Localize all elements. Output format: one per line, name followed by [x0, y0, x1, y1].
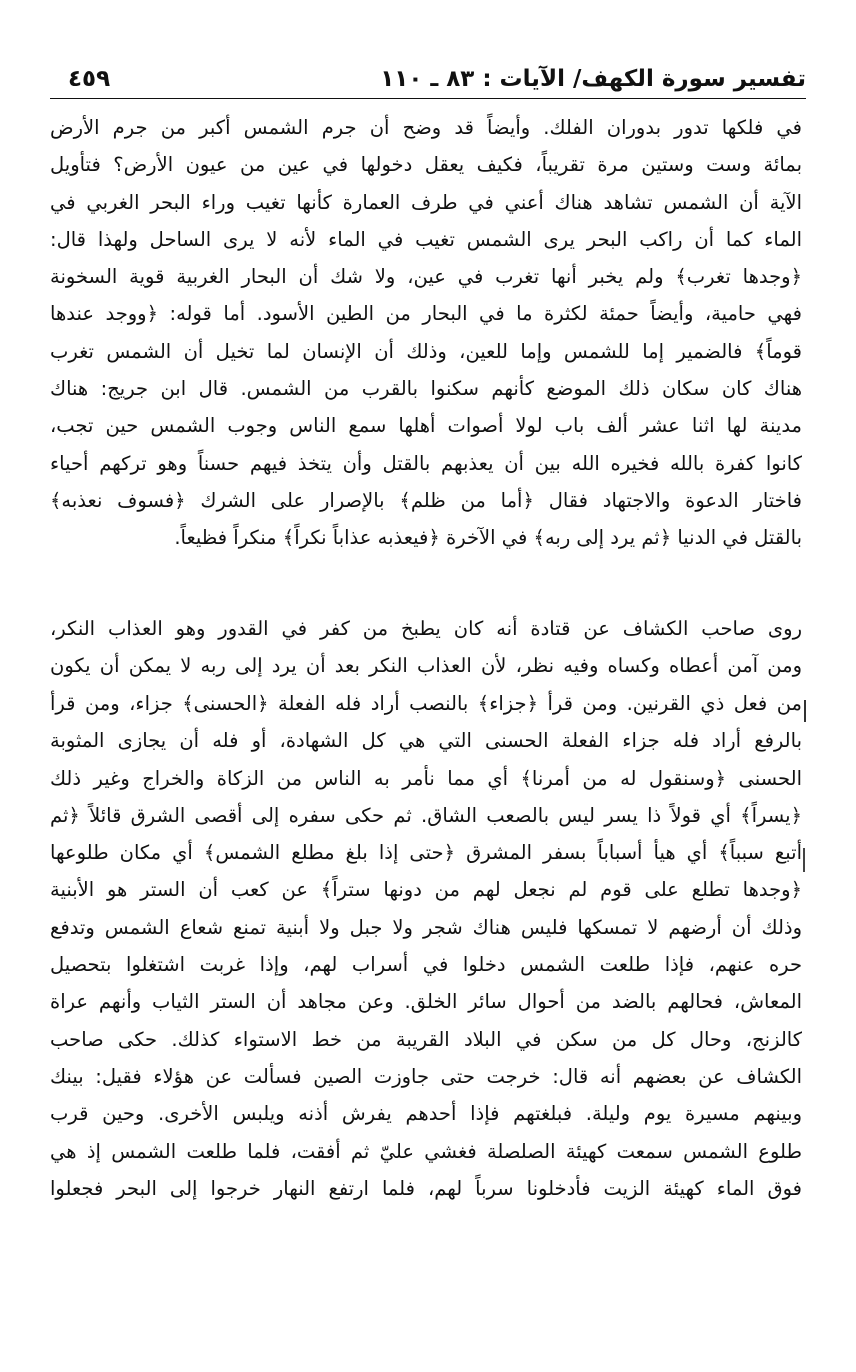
text-line: ﴿وجدها تغرب﴾ ولم يخبر أنها تغرب في عين، ولا شك أن البحار الغربية قوية السخونة	[50, 265, 802, 289]
text-line: فهي حامية، وأيضاً حمئة لكثرة ما في البحار من الطين الأسود. أما قوله: ﴿ووجد عندها	[50, 302, 802, 326]
header-rule	[50, 98, 806, 99]
text-line: ﴿وجدها تطلع على قوم لم نجعل لهم من دونها ستراً﴾ عن كعب أن الستر هو الأبنية	[50, 878, 802, 902]
margin-mark	[804, 700, 806, 722]
text-line: ومن آمن أعطاه وكساه وفيه نظر، لأن العذاب النكر بعد أن يرد إلى ربه لا يمكن أن يكون	[50, 654, 802, 678]
commentary-paragraph-2	[50, 610, 802, 685]
text-line: بمائة وست وستين مرة تقريباً، فكيف يعقل دخولها في عين من عيون الأرض؟ فتأويل	[50, 153, 802, 177]
text-line: مدينة لها اثنا عشر ألف باب لولا أصوات أهلها سمع الناس وجوب الشمس حين تجب،	[50, 414, 802, 438]
text-line: قوماً﴾ فالضمير إما للشمس وإما للعين، وذلك أن الإنسان لما تخيل أن الشمس تغرب	[50, 339, 802, 363]
text-line: الماء كما أن راكب البحر يرى الشمس تغيب في الماء لأنه لا يرى الساحل ولهذا قال:	[50, 227, 802, 251]
text-line: هناك كان سكان ذلك الموضع كأنهم سكنوا بالقرب من الشمس. قال ابن جريج: هناك	[50, 377, 802, 401]
text-line: كانوا كفرة بالله فخيره الله بين أن يعذبهم بالقتل وأن يتخذ فيهم حسناً وهو تركهم أحياء	[50, 451, 802, 475]
text-line: الحسنى ﴿وسنقول له من أمرنا﴾ أي مما نأمر به الناس من الزكاة والخراج وغير ذلك	[50, 766, 802, 790]
commentary-paragraph-1	[50, 109, 802, 557]
text-line: بالرفع أراد فله جزاء الفعلة الحسنى التي هي كل الشهادة، أو فله أن يجازى المثوبة	[50, 729, 802, 753]
text-line: وبينهم مسيرة يوم وليلة. فبلغتهم فإذا أحدهم يفرش أذنه ويلبس الأخرى. وحين قرب	[50, 1102, 802, 1126]
text-line: المعاش، فحالهم بالضد من أحوال سائر الخلق. وعن مجاهد أن الستر الثياب وأنهم عراة	[50, 990, 802, 1014]
running-head-title: تفسير سورة الكهف/ الآيات : ٨٣ ـ ١١٠	[380, 66, 806, 92]
text-line: طلوع الشمس سمعت كهيئة الصلصلة فغشي عليّ ثم أفقت، فلما طلعت الشمس إذ هي	[50, 1139, 802, 1163]
text-line: الكشاف عن بعضهم أنه قال: خرجت حتى جاوزت الصين فسألت عن هؤلاء فقيل: بينك	[50, 1064, 802, 1088]
text-line: ﴿يسراً﴾ أي قولاً ذا يسر ليس بالصعب الشاق. ثم حكى سفره إلى أقصى الشرق قائلاً ﴿ثم	[50, 803, 802, 827]
text-line: وذلك أن أرضهم لا تمسكها فليس هناك شجر ولا جبل ولا أبنية تمنع شعاع الشمس وتدفع	[50, 915, 802, 939]
text-line: فاختار الدعوة والاجتهاد فقال ﴿أما من ظلم﴾ بالإصرار على الشرك ﴿فسوف نعذبه﴾	[50, 488, 802, 512]
text-line: من فعل ذي القرنين. ومن قرأ ﴿جزاء﴾ بالنصب أراد فله الفعلة ﴿الحسنى﴾ جزاء، ومن قرأ	[50, 692, 802, 715]
text-line: حره عنهم، فإذا طلعت الشمس دخلوا في أسراب لهم، وإذا غربت اشتغلوا بتحصيل	[50, 953, 802, 977]
text-line: الآية أن الشمس تشاهد هناك أعني في طرف العمارة كأنها تغيب وراء البحر الغربي في	[50, 190, 802, 214]
text-line: أتبع سبباً﴾ أي هيأ أسباباً بسفر المشرق ﴿حتى إذا بلغ مطلع الشمس﴾ أي مكان طلوعها	[50, 841, 802, 865]
text-line: بالقتل في الدنيا ﴿ثم يرد إلى ربه﴾ في الآخرة ﴿فيعذبه عذاباً نكراً﴾ منكراً فظيعاً.	[174, 526, 802, 550]
text-line: روى صاحب الكشاف عن قتادة أنه كان يطبخ من كفر في القدور وهو العذاب النكر،	[50, 617, 802, 640]
text-line: فوق الماء كهيئة الزيت فأدخلونا سرباً لهم، فلما ارتفع النهار خرجوا إلى البحر فجعلوا	[50, 1176, 802, 1200]
commentary-paragraph-3	[50, 685, 802, 1207]
margin-mark	[803, 848, 805, 872]
page-number: ٤٥٩	[68, 66, 111, 92]
text-line: كالزنج، وحال كل من سكن في البلاد القريبة من خط الاستواء كذلك. حكى صاحب	[50, 1027, 802, 1051]
running-head	[50, 62, 806, 98]
text-line: في فلكها تدور بدوران الفلك. وأيضاً قد وضح أن جرم الشمس أكبر من جرم الأرض	[50, 116, 802, 139]
